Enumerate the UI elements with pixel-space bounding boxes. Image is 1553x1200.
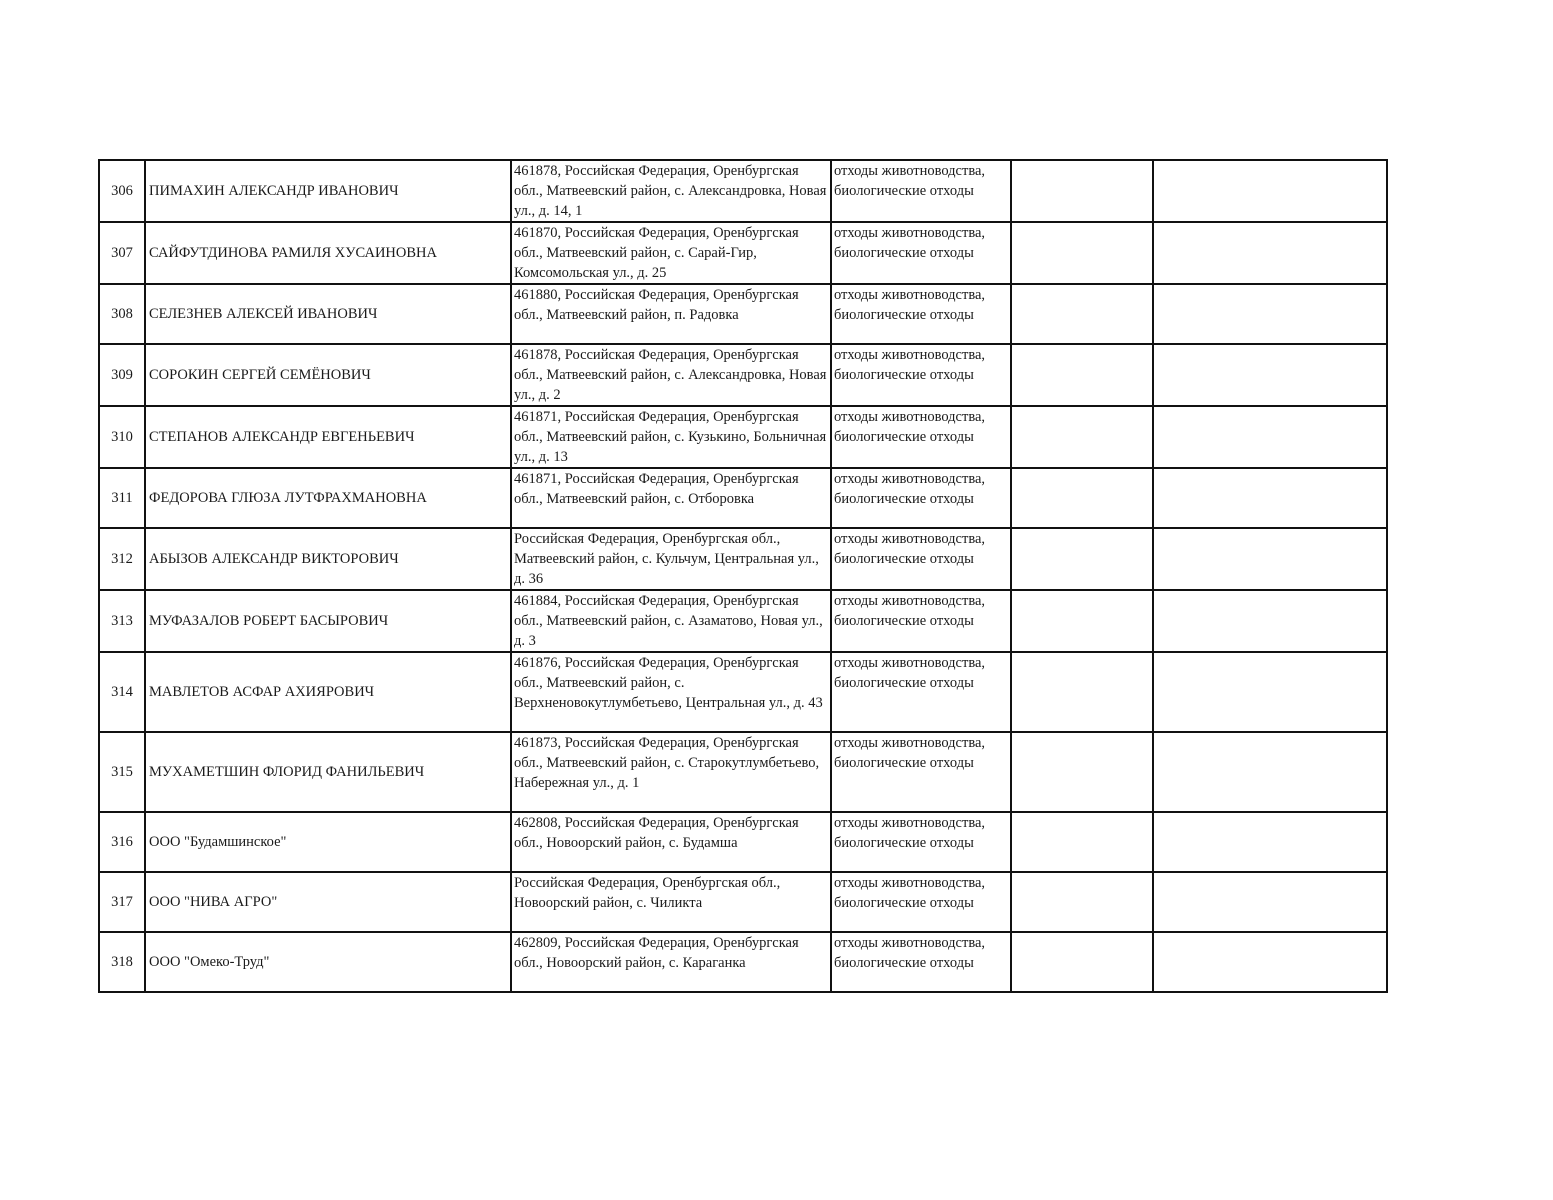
- waste-type-cell: отходы животноводства, биологические отходы: [831, 160, 1011, 222]
- organization-name-cell: СЕЛЕЗНЕВ АЛЕКСЕЙ ИВАНОВИЧ: [145, 284, 511, 344]
- empty-cell-5-cell: [1011, 468, 1153, 528]
- address-cell: 461871, Российская Федерация, Оренбургская обл., Матвеевский район, с. Отборовка: [511, 468, 831, 528]
- waste-type-cell: отходы животноводства, биологические отходы: [831, 284, 1011, 344]
- table-row: [99, 872, 1387, 932]
- row-number-cell: 318: [99, 932, 145, 992]
- organization-name-cell: СОРОКИН СЕРГЕЙ СЕМЁНОВИЧ: [145, 344, 511, 406]
- table-row: [99, 528, 1387, 590]
- organization-name-cell: МАВЛЕТОВ АСФАР АХИЯРОВИЧ: [145, 652, 511, 732]
- address-cell: 462809, Российская Федерация, Оренбургская обл., Новоорский район, с. Караганка: [511, 932, 831, 992]
- organization-name-cell: МУФАЗАЛОВ РОБЕРТ БАСЫРОВИЧ: [145, 590, 511, 652]
- empty-cell-5-cell: [1011, 406, 1153, 468]
- row-number-cell: 310: [99, 406, 145, 468]
- row-number-cell: 317: [99, 872, 145, 932]
- table-row: [99, 652, 1387, 732]
- organization-name-cell: СТЕПАНОВ АЛЕКСАНДР ЕВГЕНЬЕВИЧ: [145, 406, 511, 468]
- empty-cell-6-cell: [1153, 406, 1387, 468]
- empty-cell-6-cell: [1153, 528, 1387, 590]
- waste-type-cell: отходы животноводства, биологические отходы: [831, 468, 1011, 528]
- address-cell: Российская Федерация, Оренбургская обл., Новоорский район, с. Чиликта: [511, 872, 831, 932]
- address-cell: 461878, Российская Федерация, Оренбургская обл., Матвеевский район, с. Александровка, Новая ул., д. 2: [511, 344, 831, 406]
- address-cell: 461873, Российская Федерация, Оренбургская обл., Матвеевский район, с. Старокутлумбетьево, Набережная ул., д. 1: [511, 732, 831, 812]
- row-number-cell: 309: [99, 344, 145, 406]
- address-cell: Российская Федерация, Оренбургская обл., Матвеевский район, с. Кульчум, Центральная ул., д. 36: [511, 528, 831, 590]
- empty-cell-5-cell: [1011, 344, 1153, 406]
- table-row: [99, 284, 1387, 344]
- empty-cell-5-cell: [1011, 812, 1153, 872]
- waste-type-cell: отходы животноводства, биологические отходы: [831, 406, 1011, 468]
- empty-cell-5-cell: [1011, 732, 1153, 812]
- table-row: [99, 732, 1387, 812]
- organization-name-cell: АБЫЗОВ АЛЕКСАНДР ВИКТОРОВИЧ: [145, 528, 511, 590]
- organization-name-cell: САЙФУТДИНОВА РАМИЛЯ ХУСАИНОВНА: [145, 222, 511, 284]
- registry-table: [98, 159, 1388, 993]
- organization-name-cell: ПИМАХИН АЛЕКСАНДР ИВАНОВИЧ: [145, 160, 511, 222]
- empty-cell-6-cell: [1153, 222, 1387, 284]
- address-cell: 461884, Российская Федерация, Оренбургская обл., Матвеевский район, с. Азаматово, Новая ул., д. 3: [511, 590, 831, 652]
- organization-name-cell: ООО "Омеко-Труд": [145, 932, 511, 992]
- row-number-cell: 313: [99, 590, 145, 652]
- waste-type-cell: отходы животноводства, биологические отходы: [831, 732, 1011, 812]
- address-cell: 461878, Российская Федерация, Оренбургская обл., Матвеевский район, с. Александровка, Новая ул., д. 14, 1: [511, 160, 831, 222]
- waste-type-cell: отходы животноводства, биологические отходы: [831, 222, 1011, 284]
- organization-name-cell: ООО "НИВА АГРО": [145, 872, 511, 932]
- empty-cell-6-cell: [1153, 344, 1387, 406]
- registry-table-body: [99, 160, 1387, 992]
- empty-cell-5-cell: [1011, 222, 1153, 284]
- empty-cell-6-cell: [1153, 468, 1387, 528]
- row-number-cell: 312: [99, 528, 145, 590]
- row-number-cell: 315: [99, 732, 145, 812]
- row-number-cell: 316: [99, 812, 145, 872]
- address-cell: 461870, Российская Федерация, Оренбургская обл., Матвеевский район, с. Сарай-Гир, Комсомольская ул., д. 25: [511, 222, 831, 284]
- waste-type-cell: отходы животноводства, биологические отходы: [831, 932, 1011, 992]
- empty-cell-5-cell: [1011, 872, 1153, 932]
- address-cell: 461880, Российская Федерация, Оренбургская обл., Матвеевский район, п. Радовка: [511, 284, 831, 344]
- waste-type-cell: отходы животноводства, биологические отходы: [831, 528, 1011, 590]
- row-number-cell: 308: [99, 284, 145, 344]
- waste-type-cell: отходы животноводства, биологические отходы: [831, 344, 1011, 406]
- table-row: [99, 468, 1387, 528]
- waste-type-cell: отходы животноводства, биологические отходы: [831, 590, 1011, 652]
- table-row: [99, 406, 1387, 468]
- table-row: [99, 222, 1387, 284]
- organization-name-cell: МУХАМЕТШИН ФЛОРИД ФАНИЛЬЕВИЧ: [145, 732, 511, 812]
- empty-cell-5-cell: [1011, 160, 1153, 222]
- waste-type-cell: отходы животноводства, биологические отходы: [831, 812, 1011, 872]
- organization-name-cell: ФЕДОРОВА ГЛЮЗА ЛУТФРАХМАНОВНА: [145, 468, 511, 528]
- row-number-cell: 311: [99, 468, 145, 528]
- empty-cell-6-cell: [1153, 932, 1387, 992]
- address-cell: 461876, Российская Федерация, Оренбургская обл., Матвеевский район, с. Верхненовокутлумбетьево, Центральная ул., д. 43: [511, 652, 831, 732]
- empty-cell-6-cell: [1153, 160, 1387, 222]
- waste-type-cell: отходы животноводства, биологические отходы: [831, 872, 1011, 932]
- empty-cell-6-cell: [1153, 732, 1387, 812]
- empty-cell-6-cell: [1153, 872, 1387, 932]
- empty-cell-5-cell: [1011, 528, 1153, 590]
- table-row: [99, 344, 1387, 406]
- empty-cell-6-cell: [1153, 812, 1387, 872]
- empty-cell-5-cell: [1011, 284, 1153, 344]
- row-number-cell: 307: [99, 222, 145, 284]
- empty-cell-5-cell: [1011, 932, 1153, 992]
- empty-cell-6-cell: [1153, 652, 1387, 732]
- empty-cell-6-cell: [1153, 284, 1387, 344]
- address-cell: 462808, Российская Федерация, Оренбургская обл., Новоорский район, с. Будамша: [511, 812, 831, 872]
- empty-cell-6-cell: [1153, 590, 1387, 652]
- address-cell: 461871, Российская Федерация, Оренбургская обл., Матвеевский район, с. Кузькино, Больничная ул., д. 13: [511, 406, 831, 468]
- organization-name-cell: ООО "Будамшинское": [145, 812, 511, 872]
- table-row: [99, 932, 1387, 992]
- row-number-cell: 314: [99, 652, 145, 732]
- empty-cell-5-cell: [1011, 590, 1153, 652]
- table-row: [99, 812, 1387, 872]
- table-row: [99, 160, 1387, 222]
- row-number-cell: 306: [99, 160, 145, 222]
- waste-type-cell: отходы животноводства, биологические отходы: [831, 652, 1011, 732]
- table-row: [99, 590, 1387, 652]
- empty-cell-5-cell: [1011, 652, 1153, 732]
